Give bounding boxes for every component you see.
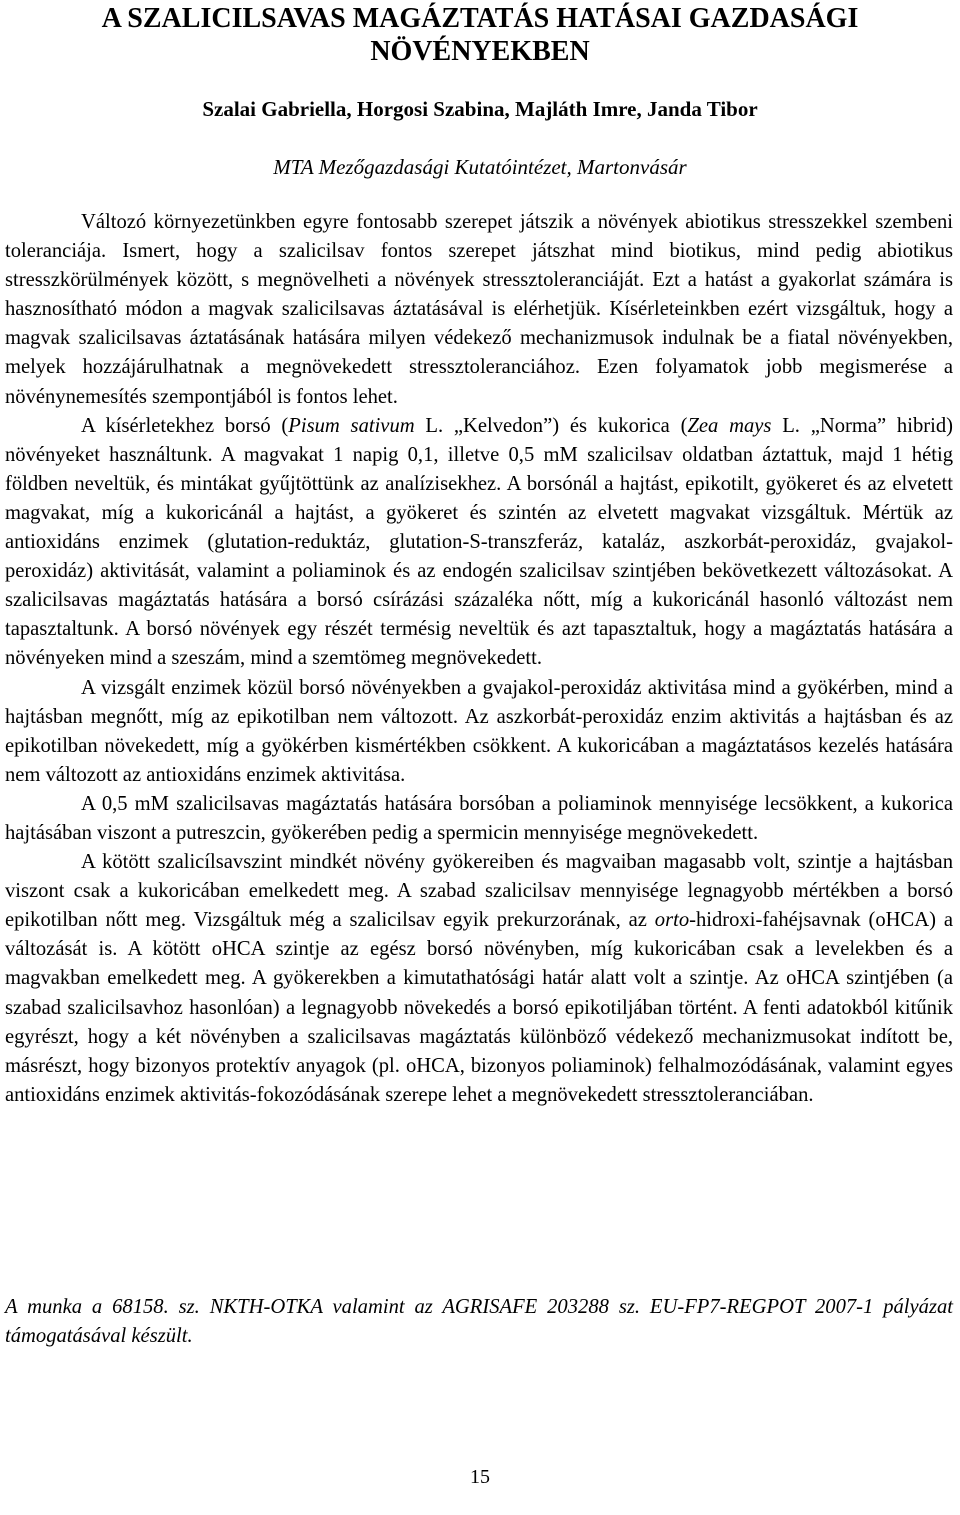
paragraph-4: A 0,5 mM szalicilsavas magáztatás hatására borsóban a poliaminok mennyisége lecsökkent, a kukorica hajtásában viszont a putreszcin, gyökerében pedig a spermicin mennyisége megnövekedett. (5, 792, 953, 844)
paragraph-2-text-c: L. „Norma” hibrid) növényeket használtunk. A magvakat 1 napig 0,1, illetve 0,5 mM szalicilsav oldatban áztattuk, majd 1 hétig földben neveltük, és mintákat gyűjtöttünk az analízisekhez. A borsónál a hajtást, epikotilt, gyökeret és az elvetett magvakat, míg a kukoricánál a hajtást, a gyökeret és szintén az elvetett magvakat vizsgáltuk. Mértük az antioxidáns enzimek (glutation-reduktáz, glutation-S-transzferáz, kataláz, aszkorbát-peroxidáz, gvajakol-peroxidáz) aktivitását, valamint a poliaminok és az endogén szalicilsav szintjében bekövetkezett változásokat. A szalicilsavas magáztatás hatására a borsó csírázási százaléka nőtt, míg a kukoricánál hasonló változást nem tapasztaltunk. A borsó növények egy részét termésig neveltük és azt tapasztaltuk, hogy a magáztatás hatására a növényeken mind a szeszám, mind a szemtömeg megnövekedett. (5, 414, 953, 670)
paragraph-1 (5, 208, 953, 412)
ortho-prefix: orto (654, 909, 690, 932)
paragraph-2-text-a: A kísérletekhez borsó ( (81, 414, 289, 437)
species-name-zea: Zea mays (687, 414, 772, 437)
acknowledgement: A munka a 68158. sz. NKTH-OTKA valamint az AGRISAFE 203288 sz. EU-FP7-REGPOT 2007-1 pályázat támogatásával készült. (5, 1296, 953, 1347)
paragraph-2 (5, 412, 953, 674)
species-name-pisum: Pisum sativum (288, 414, 415, 437)
paragraph-5-text-b: -hidroxi-fahéjsavnak (oHCA) a változását is. A kötött oHCA szintje az egész borsó növényben, míg kukoricában csak a levelekben és a magvakban emelkedett meg. A gyökerekben a kimutathatósági határ alatt volt a szintje. Az oHCA szintjében (a szabad szalicilsavhoz hasonlóan) a legnagyobb növekedés a borsó epikotiljában történt. A fenti adatokból kitűnik egyrészt, hogy a két növényben a szalicilsavas magáztatás különböző védekező mechanizmusokat indított be, másrészt, hogy bizonyos protektív anyagok (pl. oHCA, bizonyos poliaminok) felhalmozódásának, valamint egyes antioxidáns enzimek aktivitás-fokozódásának szerepe lehet a megnövekedett stressztoleranciában. (5, 909, 953, 1106)
affiliation: MTA Mezőgazdasági Kutatóintézet, Martonvásár (273, 155, 687, 179)
author-list: Szalai Gabriella, Horgosi Szabina, Majláth Imre, Janda Tibor (202, 97, 758, 121)
paragraph-1-text: Változó környezetünkben egyre fontosabb szerepet játszik a növények abiotikus stresszekkel szembeni toleranciája. Ismert, hogy a szalicilsav fontos szerepet játszhat mind biotikus, mind pedig abiotikus stresszkörülmények között, s megnövelheti a növények stressztoleranciáját. Ezt a hatást a gyakorlat számára is hasznosítható módon a magvak szalicilsavas áztatásával is elérhetjük. Kísérleteinkben ezért vizsgáltuk, hogy a magvak szalicilsavas áztatásának hatására milyen védekező mechanizmusok indulnak be a fiatal növényekben, melyek hozzájárulhatnak a megnövekedett stressztoleranciához. Ezen folyamatok jobb megismerése a növénynemesítés szempontjából is fontos lehet. (5, 211, 953, 408)
paragraph-3: A vizsgált enzimek közül borsó növényekben a gvajakol-peroxidáz aktivitása mind a gyökérben, mind a hajtásban megnőtt, míg az epikotilban nem változott. Az aszkorbát-peroxidáz enzim aktivitás a hajtásban és az epikotilban növekedett, míg a gyökérben kismértékben csökkent. A kukoricában a magáztatásos kezelés hatására nem változott az antioxidáns enzimek aktivitása. (5, 676, 953, 786)
page-number: 15 (470, 1466, 490, 1488)
paper-title: A SZALICILSAVAS MAGÁZTATÁS HATÁSAI GAZDASÁGI NÖVÉNYEKBEN (101, 3, 859, 67)
abstract-body (5, 208, 953, 1110)
paragraph-5-text-a: A kötött szalicílsavszint mindkét növény gyökereiben és magvaiban magasabb volt, szintje a hajtásban viszont csak a kukoricában emelkedett meg. A szabad szalicilsav mennyisége legnagyobb mértékben a borsó epikotilban nőtt meg. Vizsgáltuk még a szalicilsav egyik prekurzorának, az (5, 851, 953, 932)
paragraph-2-text-b: L. „Kelvedon”) és kukorica ( (414, 414, 688, 437)
paragraph-5 (5, 848, 953, 1110)
